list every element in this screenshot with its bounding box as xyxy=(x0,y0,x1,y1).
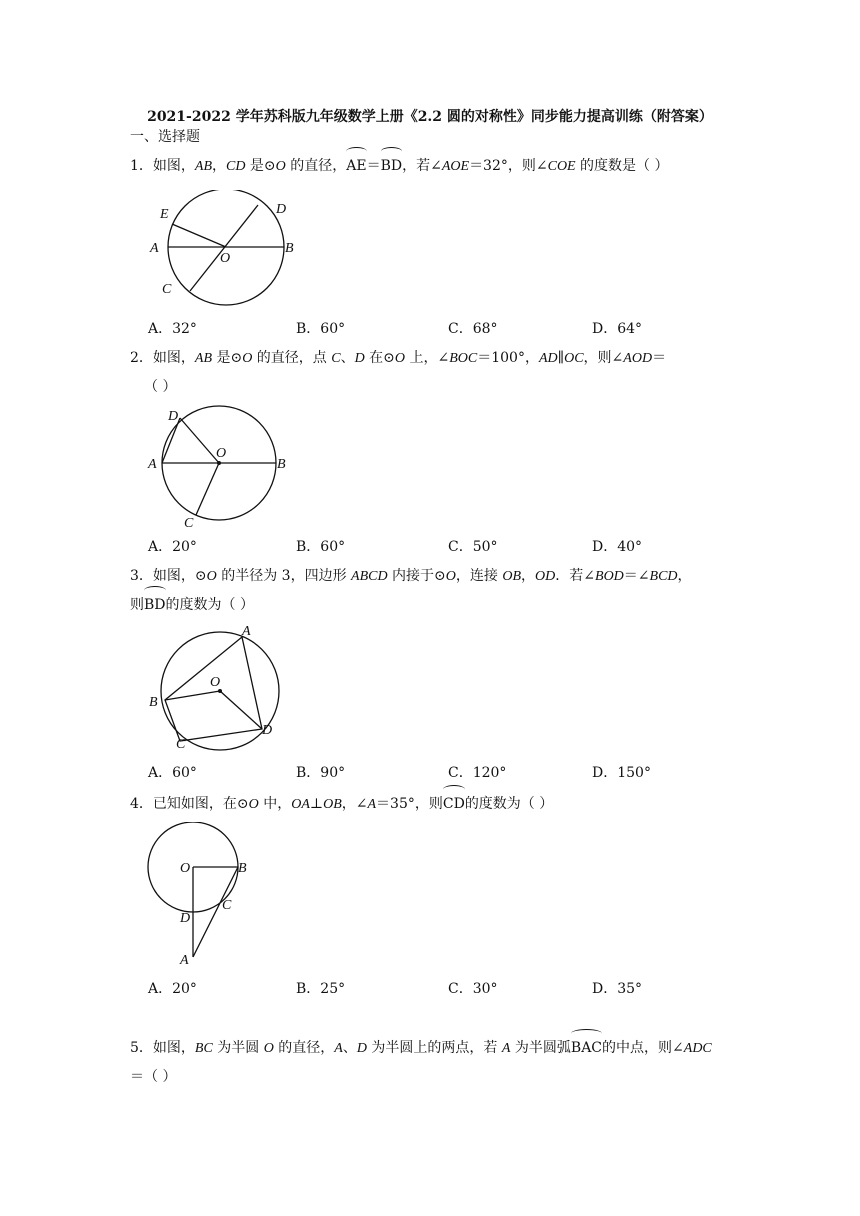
label-c: C xyxy=(176,737,186,752)
question-4-figure xyxy=(140,822,310,972)
label-d: D xyxy=(168,409,179,424)
label-b: B xyxy=(285,241,294,256)
question-5-text: 5．如图，BC 为半圆 O 的直径，A、D 为半圆上的两点，若 A 为半圆弧BAC的中点，则∠ADC ＝（ ） xyxy=(130,1034,730,1091)
label-a: A xyxy=(148,457,157,472)
option-a[interactable]: A．20° xyxy=(148,981,197,997)
label-c: C xyxy=(184,516,194,531)
label-d: D xyxy=(276,202,287,217)
arc-bac: BAC xyxy=(571,1034,602,1062)
label-b: B xyxy=(238,861,247,876)
option-c[interactable]: C．30° xyxy=(448,981,498,997)
option-a[interactable]: A．60° xyxy=(148,765,197,781)
label-c: C xyxy=(162,282,172,297)
option-b[interactable]: B．60° xyxy=(296,321,346,337)
option-d[interactable]: D．35° xyxy=(592,981,643,997)
label-b: B xyxy=(277,457,286,472)
option-d[interactable]: D．150° xyxy=(592,765,651,781)
option-d[interactable]: D．64° xyxy=(592,321,643,337)
arc-cd: CD xyxy=(443,790,465,818)
option-a[interactable]: A．20° xyxy=(148,539,197,555)
label-a: A xyxy=(180,953,189,968)
question-2-text: 2．如图，AB 是⊙O 的直径，点 C、D 在⊙O 上，∠BOC＝100°，AD∥OC，则∠AOD＝ （ ） xyxy=(130,350,667,395)
question-2-figure xyxy=(140,398,310,533)
question-1-text: 1．如图，AB，CD 是⊙O 的直径，AE＝BD，若∠AOE＝32°，则∠COE 的度数是（ ） xyxy=(130,152,730,181)
arc-ae: AE xyxy=(346,152,366,180)
label-o: O xyxy=(216,446,227,461)
label-a: A xyxy=(150,241,159,256)
option-c[interactable]: C．120° xyxy=(448,765,507,781)
option-a[interactable]: A．32° xyxy=(148,321,197,337)
label-c: C xyxy=(222,898,232,913)
option-b[interactable]: B．60° xyxy=(296,539,346,555)
option-b[interactable]: B．25° xyxy=(296,981,346,997)
question-3-figure xyxy=(140,620,310,755)
question-1-figure xyxy=(140,190,310,320)
label-d: D xyxy=(262,723,273,738)
label-b: B xyxy=(149,695,158,710)
question-1-options xyxy=(148,318,708,338)
label-e: E xyxy=(160,207,169,222)
question-3-options xyxy=(148,762,708,782)
option-c[interactable]: C．50° xyxy=(448,539,498,555)
arc-bd: BD xyxy=(381,152,403,180)
option-c[interactable]: C．68° xyxy=(448,321,498,337)
option-b[interactable]: B．90° xyxy=(296,765,346,781)
label-a: A xyxy=(242,624,251,639)
document-title: 2021-2022 学年苏科版九年级数学上册《2.2 圆的对称性》同步能力提高训练（附答案） xyxy=(147,109,713,125)
question-2-options xyxy=(148,536,708,556)
question-4-options xyxy=(148,978,708,998)
label-o: O xyxy=(210,675,221,690)
question-3-text: 3．如图，⊙O 的半径为 3，四边形 ABCD 内接于⊙O，连接 OB，OD．若∠BOD＝∠BCD， 则BD的度数为（ ） xyxy=(130,562,730,619)
arc-bd: BD xyxy=(144,591,166,619)
label-o: O xyxy=(180,861,191,876)
label-o: O xyxy=(220,251,231,266)
section-heading: 一、选择题 xyxy=(130,129,200,145)
question-4-text: 4．已知如图，在⊙O 中，OA⊥OB，∠A＝35°，则CD的度数为（ ） xyxy=(130,790,730,819)
option-d[interactable]: D．40° xyxy=(592,539,643,555)
label-d: D xyxy=(180,911,191,926)
